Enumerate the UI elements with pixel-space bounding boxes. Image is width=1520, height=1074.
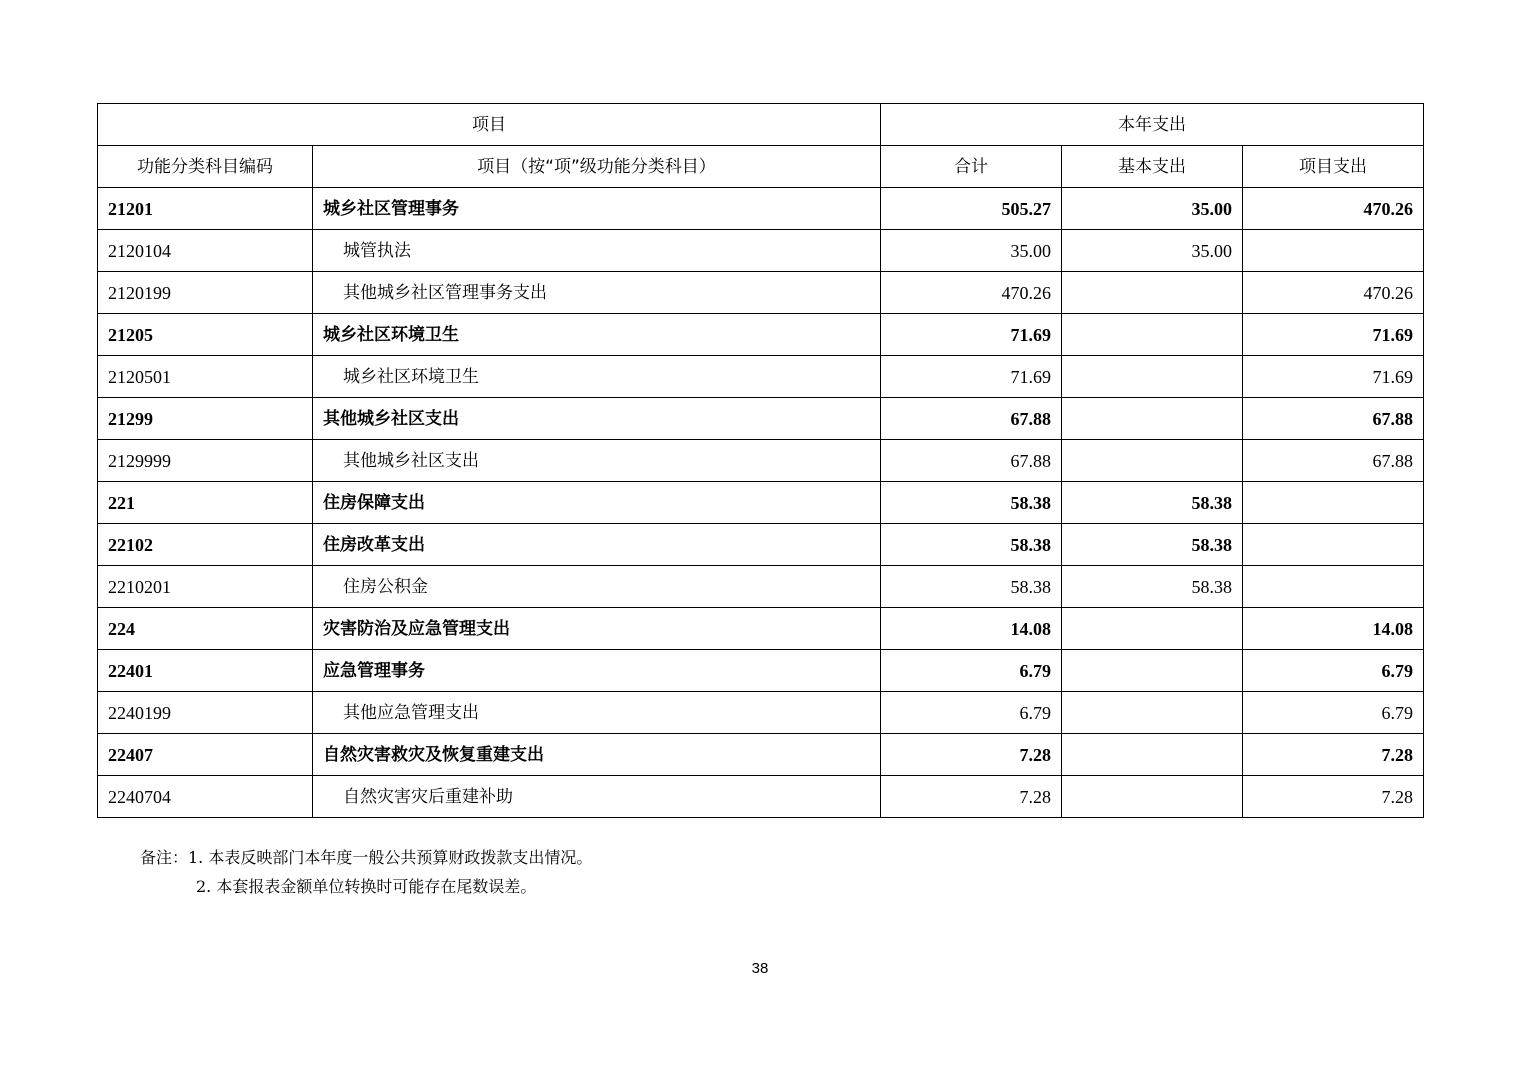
cell-code: 22401 [98, 650, 313, 692]
table-row [98, 398, 1424, 440]
cell-name: 住房改革支出 [313, 524, 881, 566]
cell-basic: 35.00 [1062, 188, 1243, 230]
cell-total: 505.27 [881, 188, 1062, 230]
cell-code: 22102 [98, 524, 313, 566]
cell-project [1243, 524, 1424, 566]
table-row [98, 440, 1424, 482]
cell-code: 22407 [98, 734, 313, 776]
cell-basic: 58.38 [1062, 566, 1243, 608]
cell-basic [1062, 734, 1243, 776]
cell-code: 21299 [98, 398, 313, 440]
table-row [98, 776, 1424, 818]
cell-total: 58.38 [881, 566, 1062, 608]
table-row [98, 650, 1424, 692]
table-row [98, 272, 1424, 314]
cell-name: 自然灾害救灾及恢复重建支出 [313, 734, 881, 776]
cell-project: 14.08 [1243, 608, 1424, 650]
budget-sheet [97, 103, 1423, 818]
header-name: 项目（按“项”级功能分类科目） [313, 146, 881, 188]
cell-name: 应急管理事务 [313, 650, 881, 692]
cell-code: 21201 [98, 188, 313, 230]
cell-code: 2240199 [98, 692, 313, 734]
cell-name: 住房保障支出 [313, 482, 881, 524]
cell-project: 7.28 [1243, 776, 1424, 818]
cell-project [1243, 566, 1424, 608]
notes [140, 843, 592, 901]
note-line-2: 2. 本套报表金额单位转换时可能存在尾数误差。 [196, 877, 537, 896]
cell-name: 其他城乡社区支出 [313, 440, 881, 482]
cell-name: 其他城乡社区支出 [313, 398, 881, 440]
cell-project: 6.79 [1243, 692, 1424, 734]
cell-basic [1062, 398, 1243, 440]
cell-basic: 58.38 [1062, 482, 1243, 524]
cell-name: 灾害防治及应急管理支出 [313, 608, 881, 650]
cell-total: 7.28 [881, 734, 1062, 776]
cell-project: 71.69 [1243, 356, 1424, 398]
cell-basic: 58.38 [1062, 524, 1243, 566]
cell-project: 67.88 [1243, 398, 1424, 440]
header-expense-group: 本年支出 [881, 104, 1424, 146]
cell-project: 67.88 [1243, 440, 1424, 482]
cell-project: 470.26 [1243, 272, 1424, 314]
cell-basic [1062, 440, 1243, 482]
cell-code: 221 [98, 482, 313, 524]
cell-name: 城乡社区环境卫生 [313, 314, 881, 356]
cell-total: 35.00 [881, 230, 1062, 272]
cell-code: 2210201 [98, 566, 313, 608]
cell-total: 7.28 [881, 776, 1062, 818]
cell-basic [1062, 692, 1243, 734]
note-line-1: 备注：1. 本表反映部门本年度一般公共预算财政拨款支出情况。 [140, 848, 593, 867]
cell-project [1243, 230, 1424, 272]
table-row [98, 734, 1424, 776]
cell-code: 21205 [98, 314, 313, 356]
header-item-group: 项目 [98, 104, 881, 146]
cell-project: 6.79 [1243, 650, 1424, 692]
cell-name: 住房公积金 [313, 566, 881, 608]
cell-total: 71.69 [881, 356, 1062, 398]
header-total: 合计 [881, 146, 1062, 188]
cell-code: 2120104 [98, 230, 313, 272]
table-body [98, 188, 1424, 818]
cell-name: 自然灾害灾后重建补助 [313, 776, 881, 818]
cell-basic [1062, 776, 1243, 818]
table-row [98, 692, 1424, 734]
cell-code: 2120199 [98, 272, 313, 314]
cell-basic [1062, 314, 1243, 356]
table-row [98, 314, 1424, 356]
cell-basic [1062, 608, 1243, 650]
header-basic: 基本支出 [1062, 146, 1243, 188]
table-row [98, 356, 1424, 398]
cell-total: 58.38 [881, 524, 1062, 566]
cell-total: 14.08 [881, 608, 1062, 650]
cell-project: 71.69 [1243, 314, 1424, 356]
cell-basic [1062, 356, 1243, 398]
table-row [98, 524, 1424, 566]
cell-basic: 35.00 [1062, 230, 1243, 272]
cell-total: 470.26 [881, 272, 1062, 314]
cell-basic [1062, 272, 1243, 314]
cell-name: 城乡社区环境卫生 [313, 356, 881, 398]
page-number: 38 [751, 960, 769, 977]
cell-total: 67.88 [881, 440, 1062, 482]
cell-project [1243, 482, 1424, 524]
header-project: 项目支出 [1243, 146, 1424, 188]
cell-code: 2120501 [98, 356, 313, 398]
table-row [98, 230, 1424, 272]
cell-name: 城乡社区管理事务 [313, 188, 881, 230]
cell-total: 6.79 [881, 650, 1062, 692]
table-row [98, 482, 1424, 524]
header-row-group [98, 104, 1424, 146]
cell-code: 224 [98, 608, 313, 650]
header-code: 功能分类科目编码 [98, 146, 313, 188]
table-row [98, 608, 1424, 650]
cell-code: 2129999 [98, 440, 313, 482]
table-row [98, 566, 1424, 608]
cell-project: 7.28 [1243, 734, 1424, 776]
cell-code: 2240704 [98, 776, 313, 818]
budget-table [97, 103, 1424, 818]
cell-name: 城管执法 [313, 230, 881, 272]
cell-project: 470.26 [1243, 188, 1424, 230]
cell-basic [1062, 650, 1243, 692]
table-row [98, 188, 1424, 230]
cell-name: 其他应急管理支出 [313, 692, 881, 734]
cell-total: 67.88 [881, 398, 1062, 440]
header-row-columns [98, 146, 1424, 188]
cell-total: 58.38 [881, 482, 1062, 524]
cell-total: 71.69 [881, 314, 1062, 356]
cell-name: 其他城乡社区管理事务支出 [313, 272, 881, 314]
cell-total: 6.79 [881, 692, 1062, 734]
